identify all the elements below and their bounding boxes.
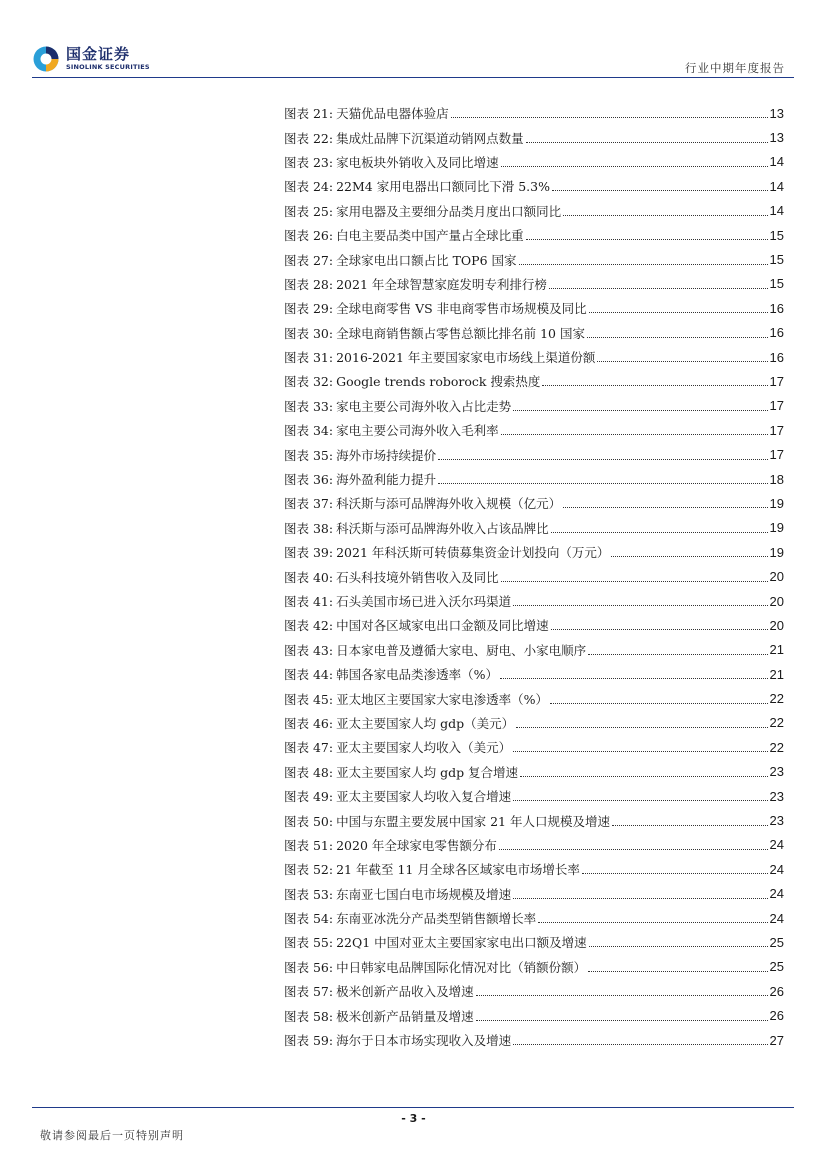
toc-entry-title: 亚太主要国家人均 gdp（美元） [336,715,515,731]
company-logo [32,45,150,73]
toc-entry-page: 16 [769,325,784,341]
toc-entry[interactable] [284,199,784,223]
toc-entry-label: 图表 50: [284,813,334,829]
toc-entry-title: 海外盈利能力提升 [336,472,437,488]
toc-leader-dots [587,336,768,338]
toc-entry-page: 13 [769,105,784,121]
toc-entry-label: 图表 21: [284,106,334,122]
toc-entry-title: 22M4 家用电器出口额同比下滑 5.3% [336,179,550,195]
toc-entry-title: 家电主要公司海外收入毛利率 [336,423,499,439]
toc-entry-title: 韩国各家电品类渗透率（%） [336,667,498,683]
toc-entry-title: 2021 年全球智慧家庭发明专利排行榜 [336,276,547,292]
toc-entry[interactable] [284,516,784,540]
toc-entry-page: 13 [769,130,784,146]
toc-entry[interactable] [284,833,784,857]
toc-entry-page: 25 [769,959,784,975]
toc-entry[interactable] [284,662,784,686]
toc-leader-dots [501,433,768,435]
footer-divider [32,1107,794,1108]
page-number: - 3 - [401,1112,426,1125]
toc-entry-page: 24 [769,837,784,853]
toc-entry-page: 14 [769,178,784,194]
toc-entry-page: 22 [769,715,784,731]
toc-leader-dots [588,653,767,655]
toc-entry[interactable] [284,491,784,515]
toc-entry[interactable] [284,1003,784,1027]
toc-entry-label: 图表 52: [284,862,334,878]
toc-entry-title: Google trends roborock 搜索热度 [336,374,541,390]
toc-entry-title: 全球电商销售额占零售总额比排名前 10 国家 [336,325,585,341]
toc-entry-title: 石头科技境外销售收入及同比 [336,569,499,585]
toc-entry-page: 23 [769,813,784,829]
toc-entry-page: 18 [769,471,784,487]
toc-leader-dots [551,531,768,533]
toc-entry-label: 图表 51: [284,837,334,853]
toc-leader-dots [588,970,767,972]
toc-entry-label: 图表 47: [284,740,334,756]
toc-leader-dots [520,775,767,777]
toc-entry-page: 17 [769,398,784,414]
toc-entry-label: 图表 59: [284,1033,334,1049]
toc-entry[interactable] [284,857,784,881]
toc-entry-page: 23 [769,788,784,804]
figure-index-list [284,101,784,1052]
toc-leader-dots [501,165,768,167]
toc-entry-label: 图表 58: [284,1008,334,1024]
toc-entry-title: 全球家电出口额占比 TOP6 国家 [336,252,517,268]
toc-entry-page: 17 [769,373,784,389]
toc-entry-title: 石头美国市场已进入沃尔玛渠道 [336,594,512,609]
toc-leader-dots [476,994,768,996]
toc-leader-dots [500,677,768,679]
toc-entry-page: 17 [769,422,784,438]
toc-entry[interactable] [284,321,784,345]
toc-leader-dots [526,141,768,143]
toc-entry[interactable] [284,247,784,271]
toc-entry-title: 2021 年科沃斯可转债募集资金计划投向（万元） [336,545,610,561]
toc-entry[interactable] [284,808,784,832]
toc-leader-dots [513,409,767,411]
toc-entry-title: 家电主要公司海外收入占比走势 [336,398,512,414]
logo-mark-icon [32,45,60,73]
toc-entry-title: 海外市场持续提价 [336,447,437,463]
report-type: 行业中期年度报告 [685,61,785,75]
toc-leader-dots [550,702,768,704]
toc-entry[interactable] [284,613,784,637]
toc-entry-label: 图表 48: [284,764,334,780]
toc-entry-page: 24 [769,861,784,877]
toc-entry[interactable] [284,979,784,1003]
toc-entry-page: 19 [769,495,784,511]
logo-english-name: SINOLINK SECURITIES [66,63,150,72]
toc-entry[interactable] [284,564,784,588]
toc-entry-label: 图表 23: [284,154,334,170]
toc-entry-page: 20 [769,569,784,585]
toc-entry-page: 24 [769,886,784,902]
toc-leader-dots [513,799,767,801]
toc-entry-title: 亚太地区主要国家大家电渗透率（%） [336,691,548,707]
toc-entry-page: 19 [769,520,784,536]
toc-leader-dots [549,287,768,289]
toc-entry-page: 15 [769,227,784,243]
toc-entry-title: 2016-2021 年主要国家家电市场线上渠道份额 [336,350,596,366]
toc-entry-page: 19 [769,544,784,560]
toc-entry[interactable] [284,150,784,174]
toc-entry-label: 图表 41: [284,594,334,609]
toc-leader-dots [612,824,768,826]
toc-leader-dots [519,263,768,265]
toc-entry-page: 15 [769,276,784,292]
toc-entry-page: 25 [769,934,784,950]
toc-leader-dots [542,384,767,386]
toc-entry-label: 图表 32: [284,374,334,390]
toc-entry-title: 家电板块外销收入及同比增速 [336,154,499,170]
toc-leader-dots [499,848,768,850]
toc-entry-label: 图表 29: [284,301,334,317]
toc-entry-label: 图表 31: [284,350,334,366]
toc-entry[interactable] [284,223,784,247]
toc-entry-title: 中日韩家电品牌国际化情况对比（销额份额） [336,959,587,975]
toc-entry[interactable] [284,418,784,442]
toc-entry-title: 白电主要品类中国产量占全球比重 [336,228,524,244]
toc-entry[interactable] [284,174,784,198]
toc-entry[interactable] [284,589,784,613]
toc-entry-title: 亚太主要国家人均收入（美元） [336,740,512,756]
toc-entry[interactable] [284,735,784,759]
toc-entry-page: 14 [769,154,784,170]
toc-leader-dots [597,360,767,362]
toc-entry-page: 21 [769,642,784,658]
toc-entry-page: 27 [769,1032,784,1048]
toc-entry[interactable] [284,296,784,320]
toc-entry-label: 图表 36: [284,472,334,488]
toc-entry-page: 24 [769,910,784,926]
toc-leader-dots [438,482,767,484]
toc-leader-dots [563,214,767,216]
toc-entry-title: 全球电商零售 VS 非电商零售市场规模及同比 [336,301,587,317]
toc-entry-title: 极米创新产品销量及增速 [336,1008,474,1024]
toc-entry-page: 26 [769,1008,784,1024]
toc-leader-dots [552,189,768,191]
toc-entry-label: 图表 49: [284,789,334,805]
toc-entry-label: 图表 40: [284,569,334,585]
toc-entry-label: 图表 35: [284,447,334,463]
toc-entry-page: 20 [769,617,784,633]
toc-entry-title: 家用电器及主要细分品类月度出口额同比 [336,203,562,219]
toc-entry[interactable] [284,711,784,735]
toc-entry-label: 图表 37: [284,496,334,512]
page-header [0,0,827,80]
toc-leader-dots [551,628,768,630]
toc-entry-page: 15 [769,252,784,268]
toc-entry[interactable] [284,760,784,784]
toc-entry[interactable] [284,686,784,710]
toc-leader-dots [611,555,767,557]
toc-entry[interactable] [284,882,784,906]
toc-entry-title: 中国与东盟主要发展中国家 21 年人口规模及增速 [336,813,610,829]
toc-entry[interactable] [284,930,784,954]
toc-entry-label: 图表 30: [284,325,334,341]
toc-entry-page: 26 [769,983,784,999]
toc-entry-title: 东南亚七国白电市场规模及增速 [336,886,512,902]
toc-entry-title: 2020 年全球家电零售额分布 [336,837,497,853]
toc-entry[interactable] [284,906,784,930]
toc-leader-dots [513,1043,767,1045]
toc-entry-title: 中国对各区域家电出口金额及同比增速 [336,618,549,634]
toc-entry[interactable] [284,345,784,369]
toc-entry-title: 海尔于日本市场实现收入及增速 [336,1033,512,1049]
disclaimer-note: 敬请参阅最后一页特别声明 [40,1129,184,1142]
toc-leader-dots [513,897,767,899]
toc-leader-dots [538,921,767,923]
toc-entry[interactable] [284,955,784,979]
toc-leader-dots [438,458,767,460]
toc-entry-page: 23 [769,764,784,780]
toc-leader-dots [582,872,768,874]
toc-entry-page: 14 [769,203,784,219]
toc-entry-label: 图表 33: [284,398,334,414]
toc-entry-label: 图表 22: [284,130,334,146]
toc-entry-label: 图表 55: [284,935,334,951]
toc-entry-page: 16 [769,300,784,316]
toc-entry-label: 图表 27: [284,252,334,268]
toc-leader-dots [476,1019,768,1021]
toc-entry-title: 天猫优品电器体验店 [336,106,449,122]
toc-entry-label: 图表 26: [284,228,334,244]
toc-entry-label: 图表 45: [284,691,334,707]
toc-entry-page: 22 [769,739,784,755]
toc-entry-page: 22 [769,691,784,707]
toc-entry-page: 21 [769,666,784,682]
toc-leader-dots [513,750,767,752]
toc-entry[interactable] [284,540,784,564]
toc-entry-title: 东南亚冰洗分产品类型销售额增长率 [336,911,537,927]
toc-entry[interactable] [284,101,784,125]
toc-entry[interactable] [284,369,784,393]
toc-entry-label: 图表 39: [284,545,334,561]
toc-entry[interactable] [284,272,784,296]
toc-entry[interactable] [284,394,784,418]
toc-leader-dots [526,238,768,240]
toc-entry-title: 22Q1 中国对亚太主要国家家电出口额及增速 [336,935,587,951]
toc-leader-dots [501,580,768,582]
toc-entry[interactable] [284,467,784,491]
toc-entry-label: 图表 57: [284,984,334,1000]
toc-entry-label: 图表 53: [284,886,334,902]
logo-chinese-name: 国金证券 [66,45,131,64]
toc-entry-title: 科沃斯与添可品牌海外收入规模（亿元） [336,496,562,512]
toc-entry-label: 图表 24: [284,179,334,195]
toc-entry-title: 日本家电普及遵循大家电、厨电、小家电顺序 [336,642,587,658]
toc-entry[interactable] [284,125,784,149]
toc-leader-dots [563,506,767,508]
toc-entry-label: 图表 46: [284,715,334,731]
toc-entry[interactable] [284,784,784,808]
toc-entry-label: 图表 25: [284,203,334,219]
toc-entry-label: 图表 54: [284,911,334,927]
toc-entry-label: 图表 38: [284,520,334,536]
toc-entry[interactable] [284,442,784,466]
toc-entry[interactable] [284,638,784,662]
toc-entry-title: 亚太主要国家人均收入复合增速 [336,789,512,805]
toc-entry-page: 20 [769,593,784,609]
toc-entry-title: 集成灶品牌下沉渠道动销网点数量 [336,130,524,146]
toc-entry-title: 21 年截至 11 月全球各区域家电市场增长率 [336,862,580,878]
toc-entry-label: 图表 43: [284,642,334,658]
toc-entry-label: 图表 44: [284,667,334,683]
toc-entry-title: 亚太主要国家人均 gdp 复合增速 [336,764,519,780]
toc-leader-dots [513,604,767,606]
toc-entry-label: 图表 28: [284,276,334,292]
toc-leader-dots [451,116,768,118]
toc-leader-dots [589,945,768,947]
toc-entry-page: 17 [769,447,784,463]
toc-entry-label: 图表 56: [284,959,334,975]
toc-entry-title: 科沃斯与添可品牌海外收入占该品牌比 [336,520,549,536]
toc-entry-title: 极米创新产品收入及增速 [336,984,474,1000]
toc-leader-dots [589,311,768,313]
toc-entry-label: 图表 42: [284,618,334,634]
toc-entry[interactable] [284,1028,784,1052]
toc-leader-dots [516,726,767,728]
toc-entry-page: 16 [769,349,784,365]
header-divider [32,77,794,78]
toc-entry-label: 图表 34: [284,423,334,439]
